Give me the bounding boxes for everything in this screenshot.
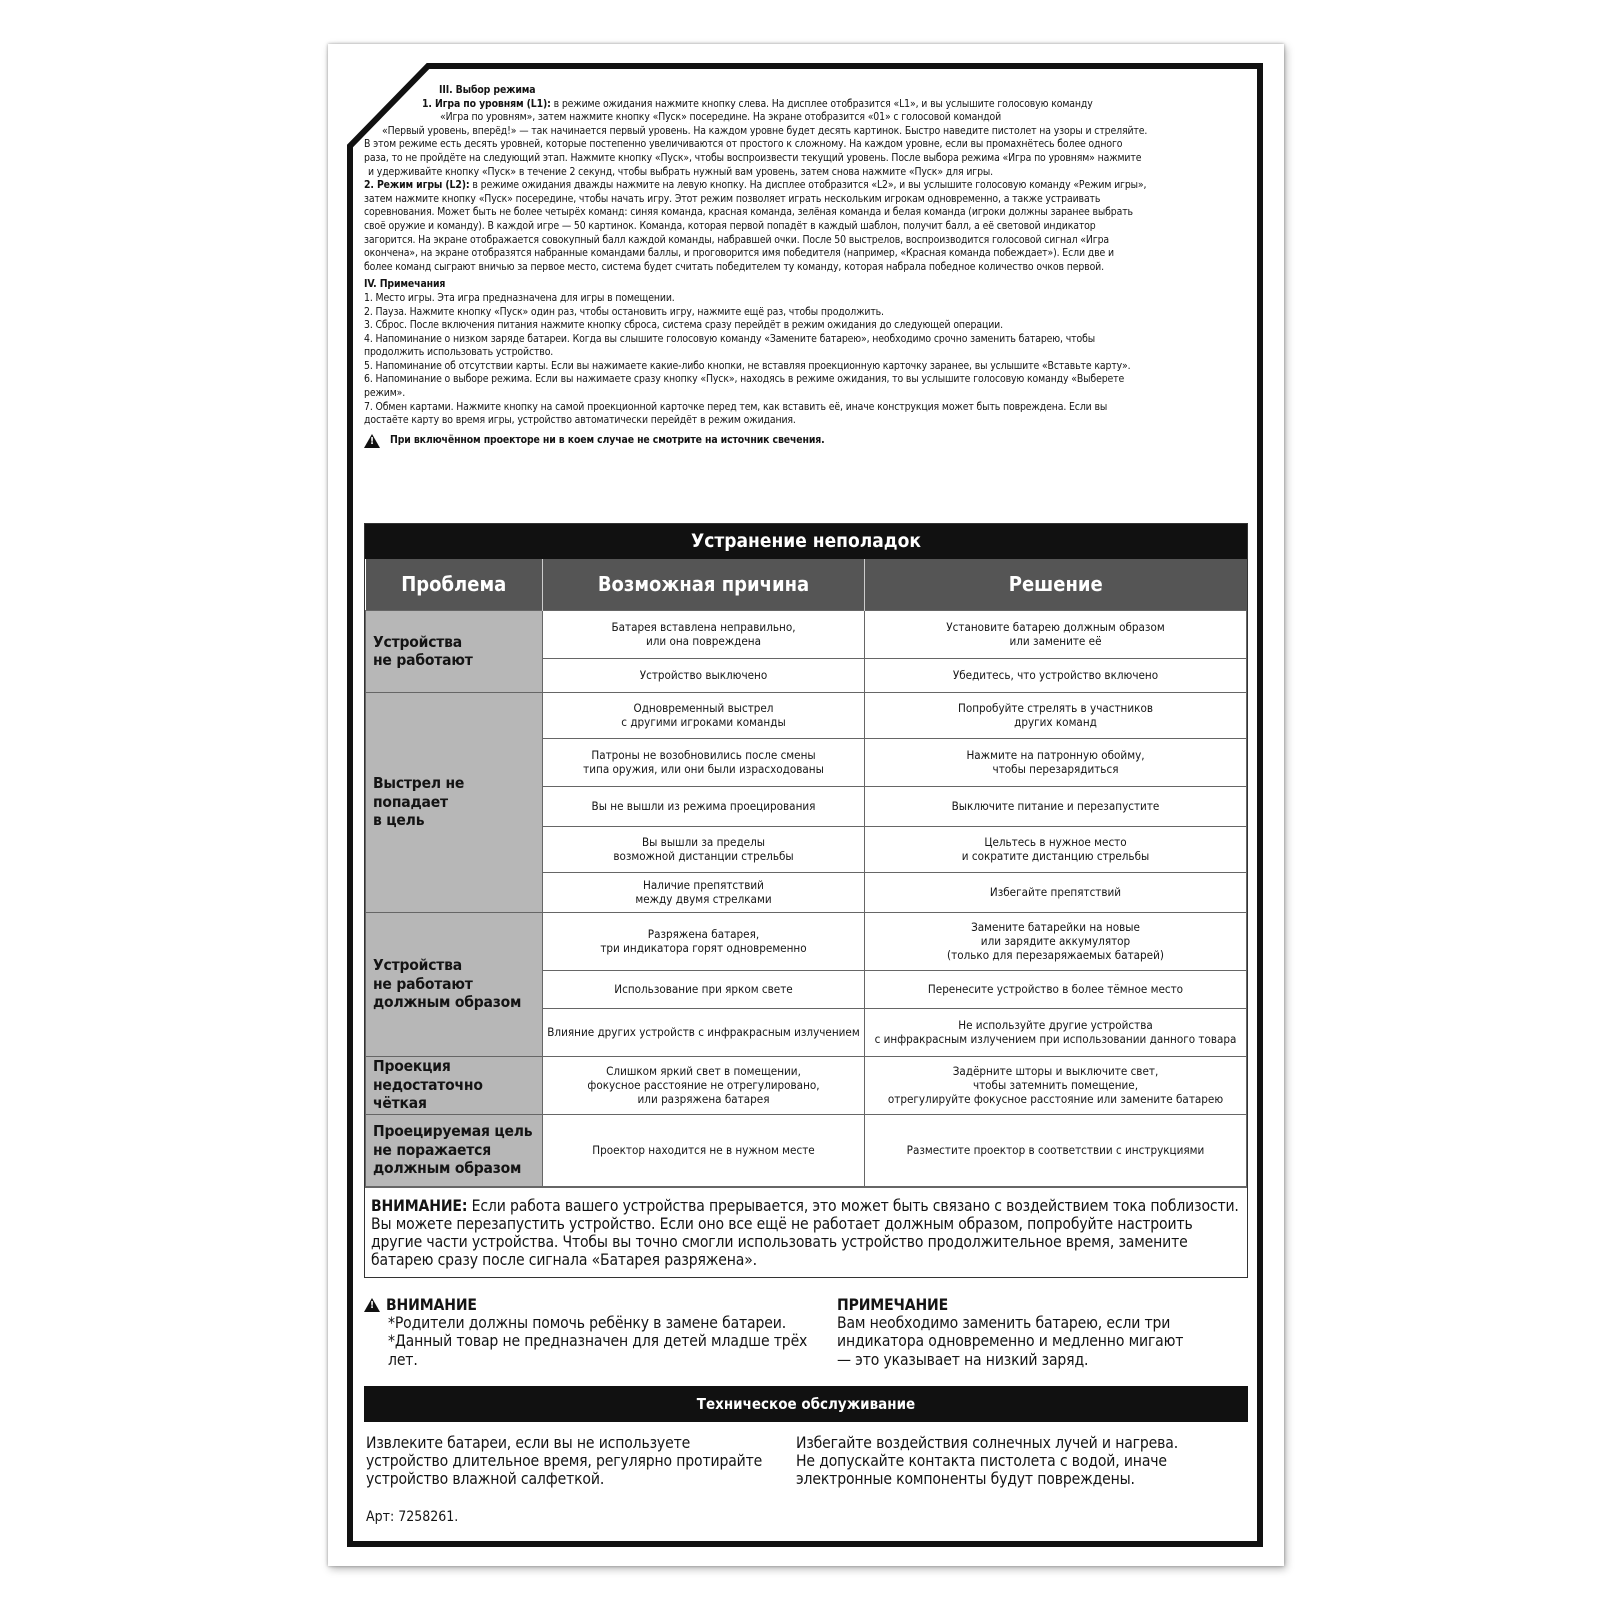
- troubleshooting-table: [365, 559, 1247, 1187]
- table-row: [366, 1114, 1247, 1186]
- note-line: достаёте карту во время игры, устройство автоматически перейдёт в режим ожидания.: [364, 414, 796, 427]
- troubleshooting-title: Устранение неполадок: [365, 524, 1247, 559]
- troubleshooting-section: [364, 523, 1248, 1278]
- solution-cell: Перенесите устройство в более тёмное место: [865, 970, 1247, 1008]
- cause-cell: Одновременный выстрел с другими игроками команды: [543, 692, 865, 738]
- table-row: [366, 692, 1247, 738]
- note-title: ПРИМЕЧАНИЕ: [837, 1296, 949, 1314]
- cause-cell: Разряжена батарея, три индикатора горят одновременно: [543, 912, 865, 970]
- instruction-line: «Первый уровень, вперёд!» — так начинается первый уровень. На каждом уровне будет десять картинок. Быстро наведите пистолет на узоры и стреляйте.: [382, 124, 1148, 137]
- page-content: [364, 84, 1248, 1534]
- cause-cell: Устройство выключено: [543, 658, 865, 692]
- solution-cell: Задёрните шторы и выключите свет, чтобы затемнить помещение, отрегулируйте фокусное расстояние или замените батарею: [865, 1056, 1247, 1114]
- cause-cell: Использование при ярком свете: [543, 970, 865, 1008]
- note-line: 5. Напоминание об отсутствии карты. Если вы нажимаете какие-либо кнопки, не вставляя проекционную карточку заранее, вы услышите «Вставьте карту».: [364, 359, 1131, 372]
- notes-list: [364, 292, 1248, 428]
- cause-cell: Слишком яркий свет в помещении, фокусное расстояние не отрегулировано, или разряжена батарея: [543, 1056, 865, 1114]
- attention-label: ВНИМАНИЕ:: [371, 1196, 468, 1215]
- header-problem: Проблема: [366, 559, 543, 610]
- problem-cell: Устройства не работают: [366, 610, 543, 692]
- warning-icon: [364, 434, 380, 448]
- note-line: режим».: [364, 387, 406, 400]
- instruction-line: 1. Игра по уровням (L1): в режиме ожидания нажмите кнопку слева. На дисплее отобразится «L1», и вы услышите голосовую команду: [422, 97, 1093, 110]
- warning-block: [364, 1296, 834, 1369]
- instruction-line: раза, то не пройдёте на следующий этап. Нажмите кнопку «Пуск», чтобы воспроизвести текущий уровень. После выбора режима «Игра по уровням» нажмите: [364, 151, 1142, 164]
- solution-cell: Выключите питание и перезапустите: [865, 786, 1247, 826]
- instruction-line: и удерживайте кнопку «Пуск» в течение 2 секунд, чтобы выбрать нужный вам уровень, затем снова нажмите «Пуск» для игры.: [368, 165, 993, 178]
- problem-cell: Проекция недостаточно чёткая: [366, 1056, 543, 1114]
- problem-cell: Проецируемая цель не поражается должным образом: [366, 1114, 543, 1186]
- note-text: Вам необходимо заменить батарею, если три индикатора одновременно и медленно мигают — это указывает на низкий заряд.: [837, 1314, 1184, 1369]
- article-number: Арт: 7258261.: [366, 1509, 459, 1525]
- note-line: продолжить использовать устройство.: [364, 346, 554, 359]
- instructions-text: [364, 84, 1248, 448]
- solution-cell: Установите батарею должным образом или замените её: [865, 610, 1247, 658]
- attention-text: Если работа вашего устройства прерывается, это может быть связано с воздействием тока поблизости. Вы можете перезапустить устройство. Если оно все ещё не работает должным образом, попробуйте настроить другие части устройства. Чтобы вы точно смогли использовать устройство продолжительное время, замените батарею сразу после сигнала «Батарея разряжена».: [371, 1196, 1239, 1270]
- problem-cell: Устройства не работают должным образом: [366, 912, 543, 1056]
- cause-cell: Батарея вставлена неправильно, или она повреждена: [543, 610, 865, 658]
- attention-note: [365, 1187, 1247, 1278]
- note-block: [837, 1296, 1193, 1369]
- warning-title-row: [364, 1296, 834, 1314]
- troubleshooting-rows: [366, 610, 1247, 1186]
- table-row: [366, 610, 1247, 658]
- note-line: 6. Напоминание о выборе режима. Если вы нажимаете сразу кнопку «Пуск», находясь в режиме ожидания, то вы услышите голосовую команду «Выберете: [364, 373, 1125, 386]
- warning-line: *Родители должны помочь ребёнку в замене батареи.: [388, 1314, 787, 1333]
- solution-cell: Не используйте другие устройства с инфракрасным излучением при использовании данного товара: [865, 1008, 1247, 1056]
- section-4-title: IV. Примечания: [364, 278, 446, 291]
- instruction-line: соревнования. Может быть не более четырёх команд: синяя команда, красная команда, зелёная команда и белая команда (игроки должны заранее выбрать: [364, 206, 1133, 219]
- instruction-line: затем нажмите кнопку «Пуск» посередине, чтобы начать игру. Этот режим позволяет играть нескольким игрокам одновременно, а также устраивать: [364, 192, 1101, 205]
- projector-warning: [364, 434, 1248, 448]
- instruction-line: «Игра по уровням», затем нажмите кнопку «Пуск» посередине. На экране отобразится «01» с голосовой командой: [440, 111, 1002, 124]
- instruction-line: В этом режиме есть десять уровней, которые постепенно увеличиваются от простого к сложному. На каждом уровне, если вы промахнётесь более одного: [364, 138, 1123, 151]
- problem-cell: Выстрел не попадает в цель: [366, 692, 543, 912]
- instruction-line: окончена», на экране отобразятся набранные командами баллы, и проговорится имя победителя (например, «Красная команда побеждает»). Если две и: [364, 247, 1114, 260]
- warning-title: ВНИМАНИЕ: [386, 1296, 477, 1314]
- maintenance-left-text: Извлеките батареи, если вы не используете устройство длительное время, регулярно протирайте устройство влажной салфеткой.: [366, 1434, 763, 1489]
- warning-icon: [364, 1298, 380, 1312]
- note-line: 2. Пауза. Нажмите кнопку «Пуск» один раз, чтобы остановить игру, нажмите ещё раз, чтобы продолжить.: [364, 305, 884, 318]
- solution-cell: Нажмите на патронную обойму, чтобы перезарядиться: [865, 738, 1247, 786]
- mode-selection-text: [364, 98, 1248, 275]
- solution-cell: Убедитесь, что устройство включено: [865, 658, 1247, 692]
- maintenance-title: Техническое обслуживание: [364, 1386, 1248, 1422]
- projector-warning-text: При включённом проекторе ни в коем случае не смотрите на источник свечения.: [390, 434, 825, 447]
- solution-cell: Попробуйте стрелять в участников других команд: [865, 692, 1247, 738]
- table-row: [366, 912, 1247, 970]
- manual-page: [328, 44, 1284, 1566]
- cause-cell: Проектор находится не в нужном месте: [543, 1114, 865, 1186]
- warning-line: *Данный товар не предназначен для детей младше трёх лет.: [388, 1332, 808, 1369]
- cause-cell: Вы не вышли из режима проецирования: [543, 786, 865, 826]
- section-3-title: III. Выбор режима: [439, 84, 536, 96]
- solution-cell: Избегайте препятствий: [865, 872, 1247, 912]
- header-cause: Возможная причина: [543, 559, 865, 610]
- instruction-line: более команд сыграют вничью за первое место, система будет считать победителем ту команду, которая набрала победное количество очков первой.: [364, 260, 1104, 273]
- cause-cell: Наличие препятствий между двумя стрелками: [543, 872, 865, 912]
- solution-cell: Цельтесь в нужное место и сократите дистанцию стрельбы: [865, 826, 1247, 872]
- note-line: 1. Место игры. Эта игра предназначена для игры в помещении.: [364, 291, 675, 304]
- note-line: 3. Сброс. После включения питания нажмите кнопку сброса, система сразу перейдёт в режим ожидания до следующей операции.: [364, 319, 1003, 332]
- note-line: 4. Напоминание о низком заряде батареи. Когда вы слышите голосовую команду «Замените батарею», необходимо срочно заменить батарею, чтобы: [364, 332, 1095, 345]
- header-solution: Решение: [865, 559, 1247, 610]
- instruction-line: своё оружие и команду). В каждой игре — 50 картинок. Команда, которая первой попадёт в каждый шаблон, получит балл, а её световой индикатор: [364, 219, 1096, 232]
- instruction-line: 2. Режим игры (L2): в режиме ожидания дважды нажмите на левую кнопку. На дисплее отобразится «L2», и вы услышите голосовую команду «Режим игры»,: [364, 179, 1147, 192]
- solution-cell: Замените батарейки на новые или зарядите аккумулятор (только для перезаряжаемых батарей): [865, 912, 1247, 970]
- maintenance-right-text: Избегайте воздействия солнечных лучей и нагрева. Не допускайте контакта пистолета с водой, иначе электронные компоненты будут повреждены.: [796, 1434, 1179, 1489]
- table-row: [366, 1056, 1247, 1114]
- cause-cell: Патроны не возобновились после смены типа оружия, или они были израсходованы: [543, 738, 865, 786]
- cause-cell: Вы вышли за пределы возможной дистанции стрельбы: [543, 826, 865, 872]
- note-line: 7. Обмен картами. Нажмите кнопку на самой проекционной карточке перед тем, как вставить её, иначе конструкция может быть повреждена. Если вы: [364, 400, 1108, 413]
- solution-cell: Разместите проектор в соответствии с инструкциями: [865, 1114, 1247, 1186]
- instruction-line: загорится. На экране отображается совокупный балл каждой команды, набравшей очки. После 50 выстрелов, воспроизводится голосовой сигнал «Игра: [364, 233, 1109, 246]
- cause-cell: Влияние других устройств с инфракрасным излучением: [543, 1008, 865, 1056]
